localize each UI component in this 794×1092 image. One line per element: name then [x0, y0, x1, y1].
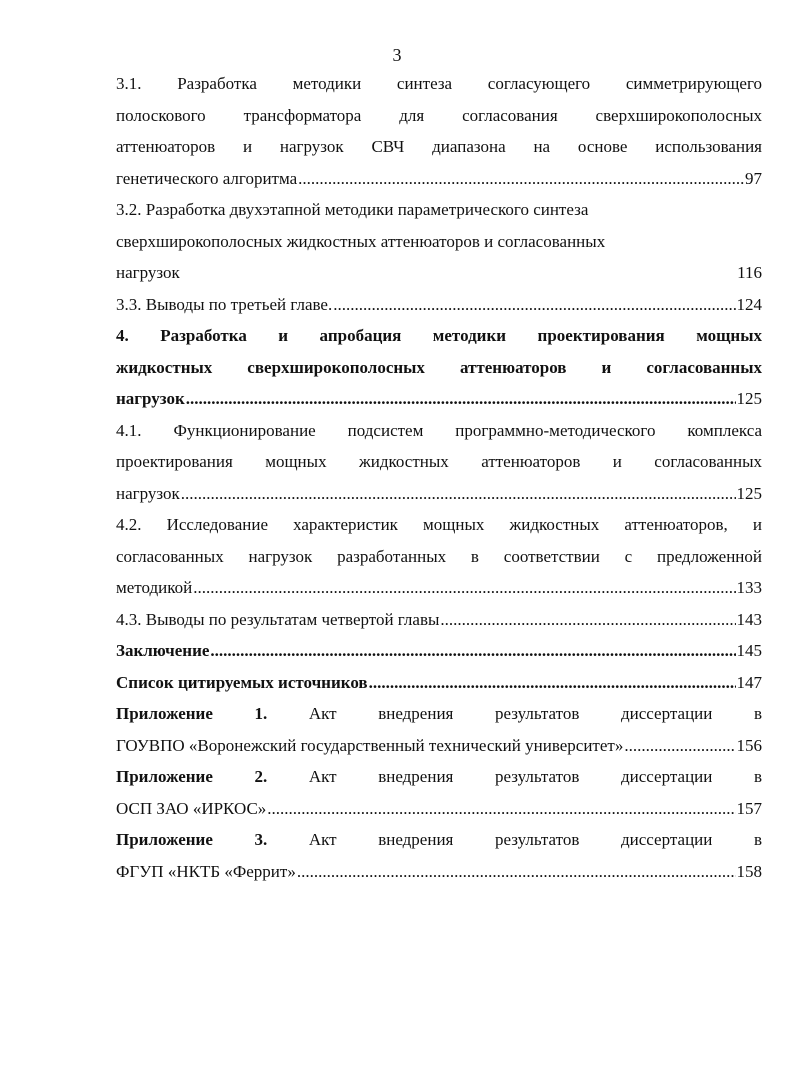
toc-page-number: 133: [736, 578, 762, 597]
toc-entry-title: ФГУП «НКТБ «Феррит»: [116, 861, 296, 881]
toc-page-number: 157: [736, 798, 762, 818]
toc-entry-chapter-4[interactable]: [116, 320, 762, 415]
toc-leader-line: [116, 478, 762, 510]
appendix-word: результатов: [494, 767, 580, 786]
toc-entry-title: Заключение: [116, 641, 210, 660]
dot-leader: [297, 856, 736, 888]
toc-entry-title: ГОУВПО «Воронежский государственный технический университет»: [116, 735, 624, 755]
toc-entry-title: Список цитируемых источников: [116, 672, 368, 692]
appendix-word: диссертации: [621, 830, 713, 849]
toc-page-number: 116: [737, 263, 762, 282]
dot-leader: [624, 730, 735, 762]
appendix-label: Приложение: [116, 704, 213, 723]
toc-entry-line: [116, 824, 762, 856]
toc-entry-line: 4.2. Исследование характеристик мощных жидкостных аттенюаторов, и: [116, 515, 762, 534]
toc-leader-line: [116, 257, 762, 289]
toc-entry-conclusion[interactable]: [116, 635, 762, 667]
dot-leader: [181, 478, 736, 510]
toc-entry-line: проектирования мощных жидкостных аттенюаторов и согласованных: [116, 452, 762, 471]
toc-leader-line: [116, 383, 762, 415]
toc-entry-line: 3.2. Разработка двухэтапной методики параметрического синтеза: [116, 200, 589, 219]
toc-entry-appendix-1[interactable]: [116, 698, 762, 761]
toc-entry-line: [116, 761, 762, 793]
appendix-number: 2.: [254, 767, 268, 786]
toc-entry-line: полоскового трансформатора для согласования сверхширокополосных: [116, 105, 762, 125]
toc-page-number: 97: [745, 168, 762, 188]
appendix-number: 3.: [254, 830, 268, 849]
toc-page-number: 145: [736, 641, 762, 660]
appendix-label: Приложение: [116, 767, 213, 786]
toc-leader-line: [116, 163, 762, 195]
toc-page-number: 143: [736, 609, 762, 629]
toc-entry-line: 4. Разработка и апробация методики проектирования мощных: [116, 326, 762, 345]
dot-leader: [298, 163, 744, 195]
appendix-word: в: [753, 767, 762, 786]
dot-leader: [333, 289, 735, 321]
dot-leader: [267, 793, 735, 825]
table-of-contents: [116, 68, 762, 887]
appendix-word: результатов: [494, 830, 580, 849]
appendix-word: Акт: [308, 767, 337, 786]
dot-leader: [193, 572, 735, 604]
toc-entry-3-3[interactable]: [116, 289, 762, 321]
toc-entry-title: 3.3. Выводы по третьей главе.: [116, 294, 333, 314]
appendix-word: диссертации: [621, 704, 713, 723]
dot-leader: [186, 383, 736, 415]
toc-entry-title: нагрузок: [116, 389, 185, 408]
toc-page-number: 156: [736, 735, 762, 755]
toc-entry-line: аттенюаторов и нагрузок СВЧ диапазона на основе использования: [116, 137, 762, 156]
toc-entry-title: генетического алгоритма: [116, 168, 298, 188]
appendix-word: Акт: [308, 830, 337, 849]
toc-leader-line: [116, 793, 762, 825]
toc-entry-4-2[interactable]: [116, 509, 762, 604]
appendix-word: диссертации: [621, 767, 713, 786]
toc-page-number: 147: [736, 672, 762, 692]
toc-entry-title: методикой: [116, 578, 193, 597]
toc-entry-line: жидкостных сверхширокополосных аттенюаторов и согласованных: [116, 357, 762, 377]
toc-entry-line: сверхширокополосных жидкостных аттенюаторов и согласованных: [116, 231, 606, 251]
appendix-word: в: [753, 704, 762, 723]
toc-page-number: 125: [736, 483, 762, 503]
toc-page-number: 124: [736, 294, 762, 314]
appendix-word: внедрения: [378, 767, 454, 786]
appendix-label: Приложение: [116, 830, 213, 849]
toc-leader-line: [116, 856, 762, 888]
toc-entry-references[interactable]: [116, 667, 762, 699]
toc-entry-4-3[interactable]: [116, 604, 762, 636]
dot-leader: [369, 667, 736, 699]
toc-entry-title: 4.3. Выводы по результатам четвертой главы: [116, 609, 440, 629]
appendix-word: в: [753, 830, 762, 849]
toc-page-number: 125: [736, 389, 762, 408]
toc-entry-appendix-2[interactable]: [116, 761, 762, 824]
appendix-word: результатов: [494, 704, 580, 723]
toc-entry-title: нагрузок: [116, 483, 180, 503]
dot-leader: [440, 604, 735, 636]
toc-entry-3-2[interactable]: [116, 194, 762, 289]
toc-entry-4-1[interactable]: [116, 415, 762, 510]
appendix-word: внедрения: [378, 830, 454, 849]
toc-leader-line: [116, 572, 762, 604]
appendix-word: внедрения: [378, 704, 454, 723]
toc-entry-line: 3.1. Разработка методики синтеза согласующего симметрирующего: [116, 74, 762, 93]
toc-leader-line: [116, 730, 762, 762]
appendix-number: 1.: [254, 704, 268, 723]
toc-entry-line: [116, 698, 762, 730]
appendix-word: Акт: [308, 704, 337, 723]
page-number: 3: [392, 45, 402, 65]
toc-entry-3-1[interactable]: [116, 68, 762, 194]
toc-entry-line: согласованных нагрузок разработанных в соответствии с предложенной: [116, 546, 762, 566]
toc-entry-title: нагрузок: [116, 263, 180, 282]
toc-page-number: 158: [736, 861, 762, 881]
toc-entry-appendix-3[interactable]: [116, 824, 762, 887]
toc-entry-title: ОСП ЗАО «ИРКОС»: [116, 798, 267, 818]
dot-leader: [210, 635, 735, 667]
toc-entry-line: 4.1. Функционирование подсистем программно-методического комплекса: [116, 420, 762, 440]
